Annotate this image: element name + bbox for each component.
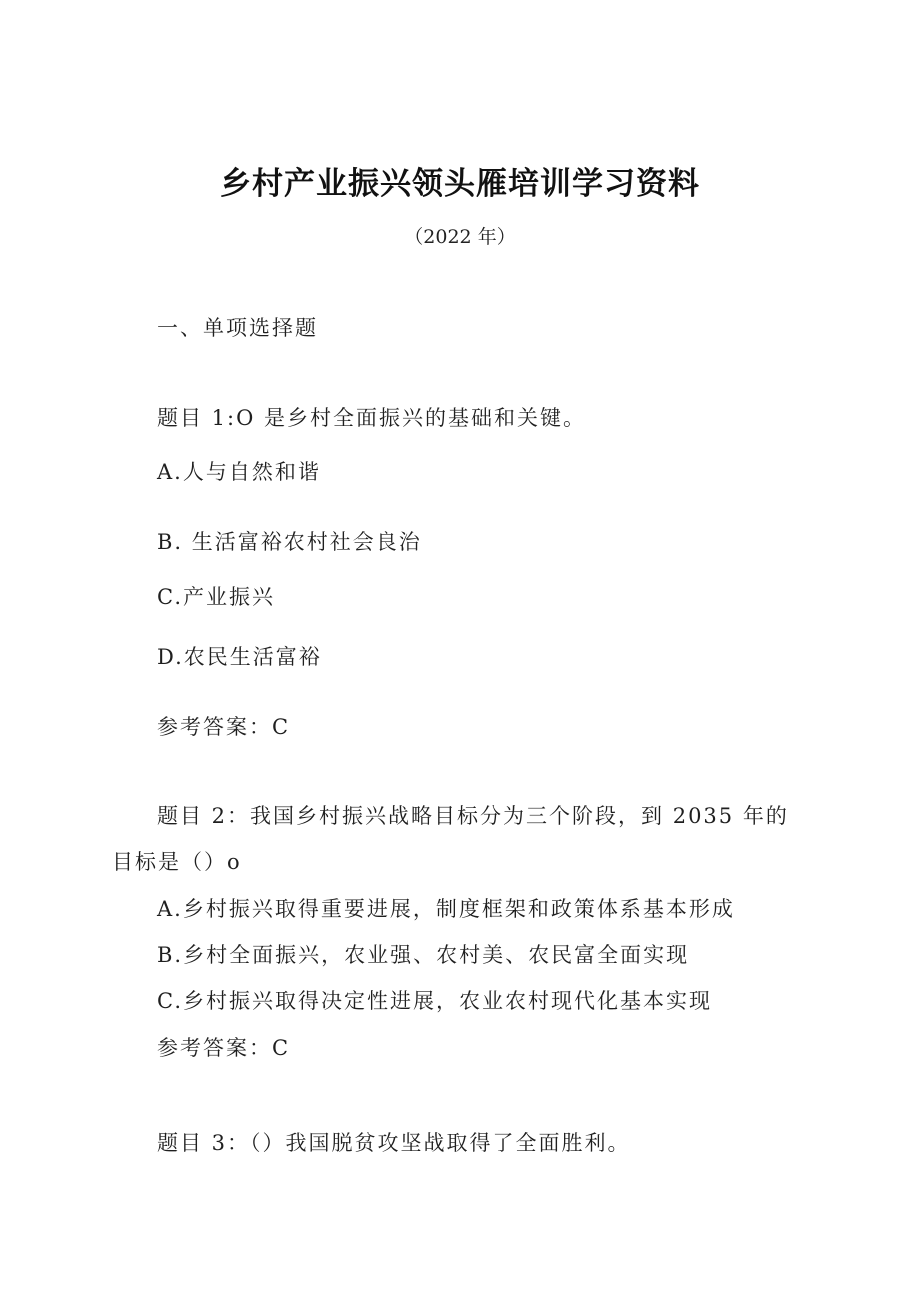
section-heading: 一、单项选择题: [157, 316, 318, 340]
document-subtitle: （2022 年）: [404, 226, 516, 248]
question-1-option-d: D.农民生活富裕: [157, 645, 322, 669]
question-3-text: 题目 3：（）我国脱贫攻坚战取得了全面胜利。: [157, 1131, 631, 1155]
question-2-option-b: B.乡村全面振兴，农业强、农村美、农民富全面实现: [157, 943, 690, 967]
question-2-option-c: C.乡村振兴取得决定性进展，农业农村现代化基本实现: [157, 989, 712, 1013]
question-1-text: 题目 1:O 是乡村全面振兴的基础和关键。: [157, 406, 587, 430]
question-2-option-a: A.乡村振兴取得重要进展，制度框架和政策体系基本形成: [157, 897, 735, 921]
document-title: 乡村产业振兴领头雁培训学习资料: [220, 166, 700, 202]
question-2-text-line-1: 题目 2：我国乡村振兴战略目标分为三个阶段，到 2035 年的: [157, 804, 789, 828]
question-1-option-a: A.人与自然和谐: [157, 460, 321, 484]
question-1-option-b: B. 生活富裕农村社会良治: [157, 530, 422, 554]
question-2-answer: 参考答案：C: [157, 1036, 291, 1060]
question-1-option-c: C.产业振兴: [157, 585, 275, 609]
question-1-answer: 参考答案：C: [157, 715, 291, 739]
question-2-text-line-2: 目标是（）o: [112, 850, 242, 874]
